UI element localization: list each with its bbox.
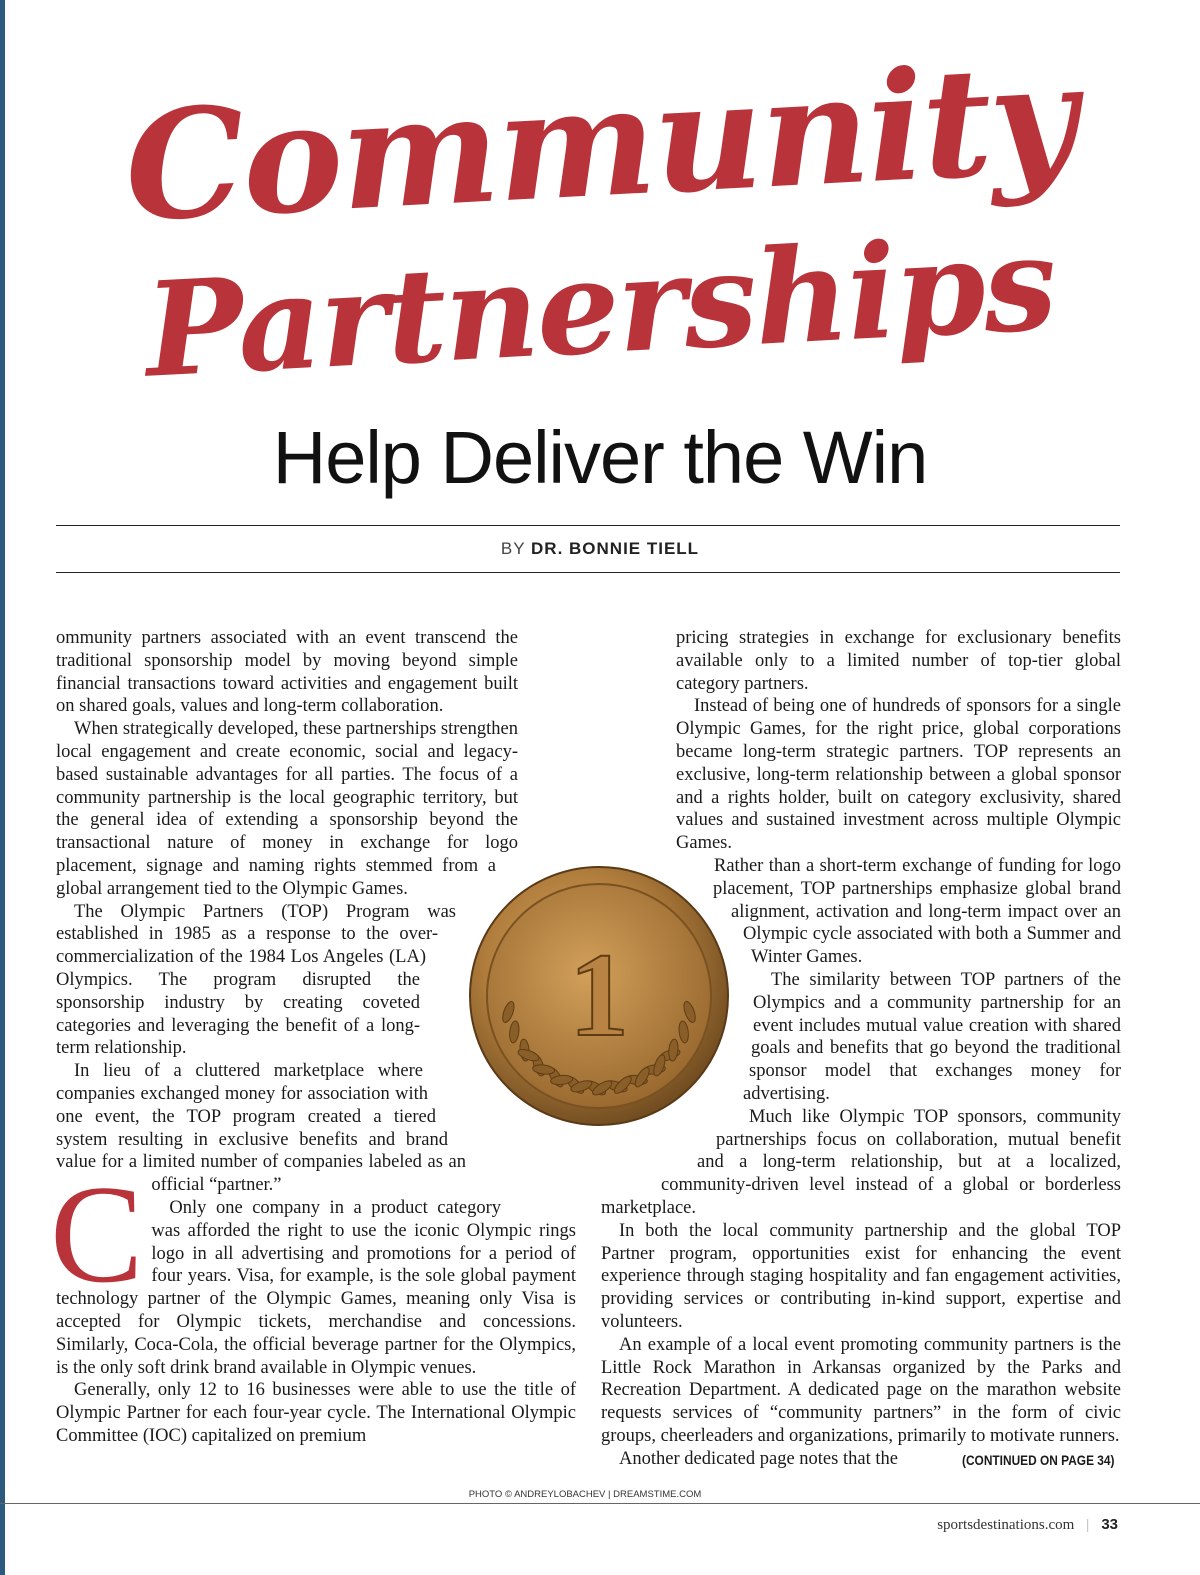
paragraph: Generally, only 12 to 16 businesses were able to use the title of Olympic Partner for each four-year cycle. The International Olympic Committee (IOC) capitalized on premium [56,1380,576,1446]
footer-separator: | [1086,1517,1090,1533]
byline [0,539,1200,559]
page-number: 33 [1101,1516,1118,1533]
paragraph: Rather than a short-term exchange of funding for logo placement, TOP partnerships emphasize global brand alignment, activation and long-term impact over an Olympic cycle associated with both a Summer and Winter Games. [713,855,1121,968]
gold-coin-image [468,865,730,1127]
byline-author: DR. BONNIE TIELL [531,539,700,558]
photo-credit: PHOTO © ANDREYLOBACHEV | DREAMSTIME.COM [468,1489,702,1500]
coin-numeral: 1 [569,928,629,1061]
paragraph: An example of a local event promoting community partners is the Little Rock Marathon in Arkansas organized by the Parks and Recreation Department. A dedicated page on the marathon website requests services of “community partners” in the form of civic groups, cheerleaders and organizations, primarily to motivate runners. [601,1334,1121,1446]
paragraph: Another dedicated page notes that the [619,1448,898,1469]
footer-site: sportsdestinations.com [937,1517,1075,1533]
paragraph: Much like Olympic TOP sponsors, community partnerships focus on collaboration, mutual benefit and a long-term relationship, but at a localized, community-driven level instead of a global or borderless marketplace. [601,1106,1121,1218]
continued-note: (CONTINUED ON PAGE 34) [962,1452,1115,1468]
paragraph: The Olympic Partners (TOP) Program was established in 1985 as a response to the over-commercialization of the 1984 Los Angeles (LA) Olympics. The program disrupted the sponsorship industry by creating coveted categories and leveraging the benefit of a long-term relationship. [56,901,456,1059]
top-rule [56,525,1120,526]
paragraph: The similarity between TOP partners of the Olympics and a community partnership for an event includes mutual value creation with shared goals and benefits that go beyond the traditional sponsor model that exchanges money for advertising. [743,969,1121,1104]
page-footer [937,1516,1118,1534]
subtitle: Help Deliver the Win [272,416,928,499]
paragraph: Instead of being one of hundreds of sponsors for a single Olympic Games, for the right price, global corporations became long-term strategic partners. TOP represents an exclusive, long-term relationship between a global sponsor and a rights holder, built on category exclusivity, shared values and sustained investment across multiple Olympic Games. [676,696,1121,854]
paragraph: When strategically developed, these partnerships strengthen local engagement and create economic, social and legacy-based sustainable advantages for all parties. The focus of a community partnership is the local geographic territory, but the general idea of extending a sponsorship beyond the transactional nature of money in exchange for logo placement, signage and naming rights stemmed from a global arrangement tied to the Olympic Games. [56,719,518,899]
byline-prefix: BY [500,539,526,558]
drop-cap: C [50,1157,144,1312]
paragraph: In both the local community partnership and the global TOP Partner program, opportunities exist for enhancing the event experience through staging hospitality and fan engagement activities, providing services or contributing in-kind support, expertise and volunteers. [601,1220,1121,1332]
title-line-2: Partnerships [141,206,1059,407]
footer-rule [0,1503,1200,1504]
paragraph: Only one company in a product category was afforded the right to use the iconic Olympic rings logo in all advertising and promotions for a period of four years. Visa, for example, is the sole global payment technology partner of the Olympic Games, meaning only Visa is accepted for Olympic tickets, merchandise and concessions. Similarly, Coca-Cola, the official beverage partner for the Olympics, is the only soft drink brand available in Olympic venues. [56,1197,576,1378]
title-line-1: Community [120,30,1080,256]
byline-rule [56,572,1120,573]
paragraph: pricing strategies in exchange for exclusionary benefits available only to a limited number of top-tier global category partners. [676,628,1121,694]
paragraph: ommunity partners associated with an event transcend the traditional sponsorship model by moving beyond simple financial transactions toward activities and engagement built on shared goals, values and long-term collaboration. [56,628,518,717]
paragraph: In lieu of a cluttered marketplace where companies exchanged money for association with one event, the TOP program created a tiered system resulting in exclusive benefits and brand value for a limited number of companies labeled as an official “partner.” [56,1061,466,1196]
